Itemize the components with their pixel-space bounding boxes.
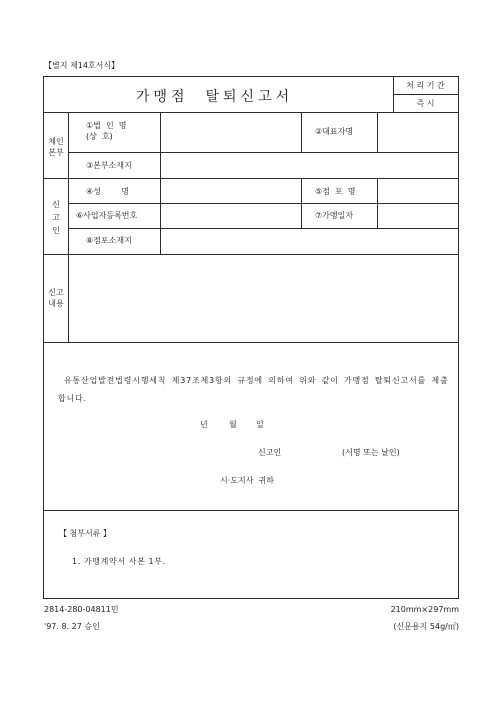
attachments-header: 【 첨부서류 】 <box>59 529 111 538</box>
section-reporter: 신 고 인 <box>52 200 60 235</box>
divider <box>68 112 69 254</box>
attachment-item: 1. 가맹계약서 사본 1부. <box>72 557 166 566</box>
field-store-name-label: ⑤점 포 명 <box>315 187 356 196</box>
footer-paper-size: 210mm×297mm <box>390 605 459 614</box>
date-day: 일 <box>256 420 264 429</box>
divider <box>68 254 69 342</box>
table-border-bottom <box>43 598 459 599</box>
date-month: 월 <box>229 420 237 429</box>
divider <box>68 152 459 153</box>
table-border-top <box>43 76 459 77</box>
divider <box>43 112 459 113</box>
field-join-date-label: ⑦가맹일자 <box>315 211 354 220</box>
divider <box>160 112 161 152</box>
divider <box>301 112 302 152</box>
divider <box>393 94 458 95</box>
footer-paper-type: (신문용지 54g/㎡) <box>393 622 459 631</box>
field-store-address-label: ⑧점포소재지 <box>86 236 132 245</box>
divider <box>43 178 459 179</box>
field-representative-label: ②대표자명 <box>315 127 354 136</box>
processing-period-label: 처 리 기 간 <box>406 81 445 90</box>
divider <box>43 510 459 511</box>
field-name-label: ④성 명 <box>86 187 129 196</box>
divider <box>68 228 459 229</box>
field-company-name-label: ①법 인 명 (상 호) <box>86 121 127 141</box>
field-business-reg-label: ⑥사업자등록번호 <box>76 211 138 220</box>
divider <box>43 254 459 255</box>
signature-note: (서명 또는 날인) <box>342 448 400 457</box>
divider <box>377 112 378 152</box>
form-title: 가맹점 탈퇴신고서 <box>136 89 294 105</box>
footer-form-code: 2814-280-04811민 <box>44 605 119 614</box>
reporter-label: 신고인 <box>258 448 282 457</box>
table-border-right <box>458 76 459 599</box>
field-hq-address-label: ③본부소재지 <box>86 161 132 170</box>
divider <box>160 178 161 254</box>
divider <box>43 342 459 343</box>
addressee: 시·도지사 귀하 <box>220 476 274 485</box>
divider <box>68 203 459 204</box>
section-report-content: 신고 내용 <box>48 288 64 308</box>
declaration-text: 유통산업발전법령시행세칙 제37조제3항의 규정에 의하여 위와 같이 가맹점 탈퇴신고서를 제출합니다. <box>58 376 449 403</box>
date-year: 년 <box>200 420 208 429</box>
section-main-office: 체인 본부 <box>48 137 64 157</box>
form-number-label: 【별지 제14호서식】 <box>44 61 120 70</box>
divider <box>160 152 161 178</box>
processing-period-value: 즉 시 <box>416 99 435 108</box>
footer-approval: '97. 8. 27 승인 <box>44 622 100 631</box>
